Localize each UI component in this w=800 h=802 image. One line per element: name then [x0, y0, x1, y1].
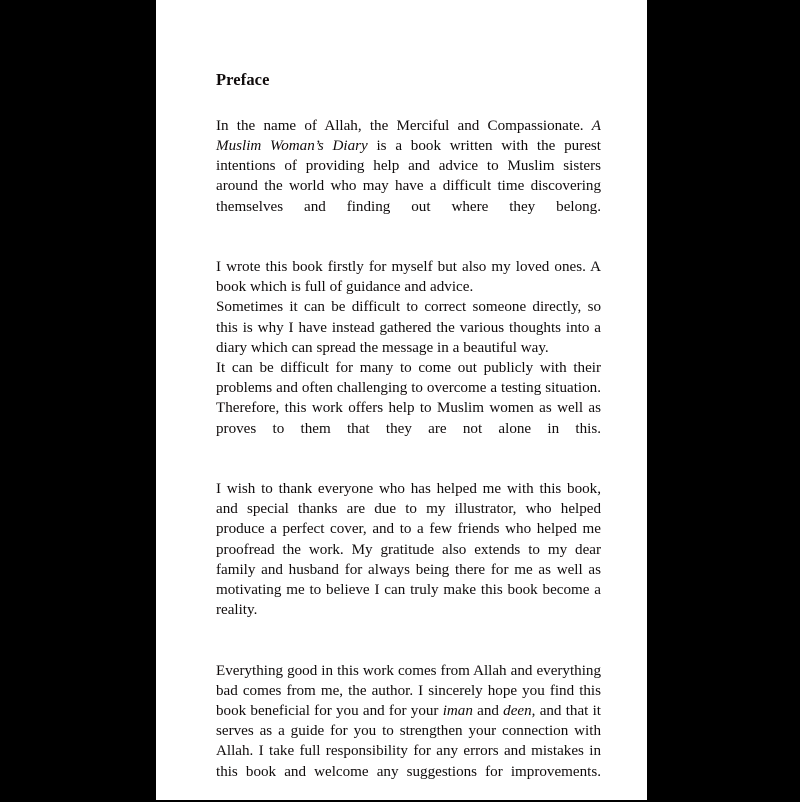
book-page-sheet — [156, 0, 647, 800]
text-run: and — [472, 703, 504, 720]
text-run: I wrote this book firstly for myself but also my loved ones. A book which is full of guidance and advice. — [216, 259, 601, 296]
text-run: is a book written with the purest intentions of providing help and advice to Muslim sisters around the world who may have a difficult time discovering themselves and finding out where they belong. — [216, 138, 601, 215]
text-run: Sometimes it can be difficult to correct someone directly, so this is why I have instead gathered the various thoughts into a diary which can spread the message in a beautiful way. — [216, 299, 601, 356]
text-run: Everything good in this work comes from Allah and everything bad comes from me, the author. I sincerely hope you find this book beneficial for you and for your — [216, 662, 601, 720]
text-run: I wish to thank everyone who has helped me with this book, and special thanks are due to my illustrator, who helped produce a perfect cover, and to a few friends who helped me proofread the work. My gratitude also extends to my dear family and husband for always being there for me as well as motivating me to believe I can truly make this book become a reality. — [216, 481, 601, 619]
page-title: Preface — [216, 70, 270, 89]
italic-text-run: deen — [503, 703, 532, 720]
text-run: , and that it serves as a guide for you to strengthen your connection with Allah. I take full responsibility for any errors and mistakes in this book and welcome any suggestions for improvements. — [216, 703, 601, 780]
italic-text-run: iman — [442, 703, 473, 720]
body-paragraph-4 — [216, 661, 601, 802]
text-run: In the name of Allah, the Merciful and Compassionate. — [216, 117, 592, 134]
body-paragraph-2 — [216, 257, 601, 459]
body-paragraph-3 — [216, 479, 601, 641]
text-run: It can be difficult for many to come out publicly with their problems and often challenging to overcome a testing situation. Therefore, this work offers help to Muslim women as well as proves to them that they are not alone in this. — [216, 360, 601, 437]
page-text-column — [216, 70, 601, 802]
body-paragraph-1 — [216, 116, 601, 237]
italic-text-run: A Muslim Woman’s Diary — [216, 117, 601, 154]
